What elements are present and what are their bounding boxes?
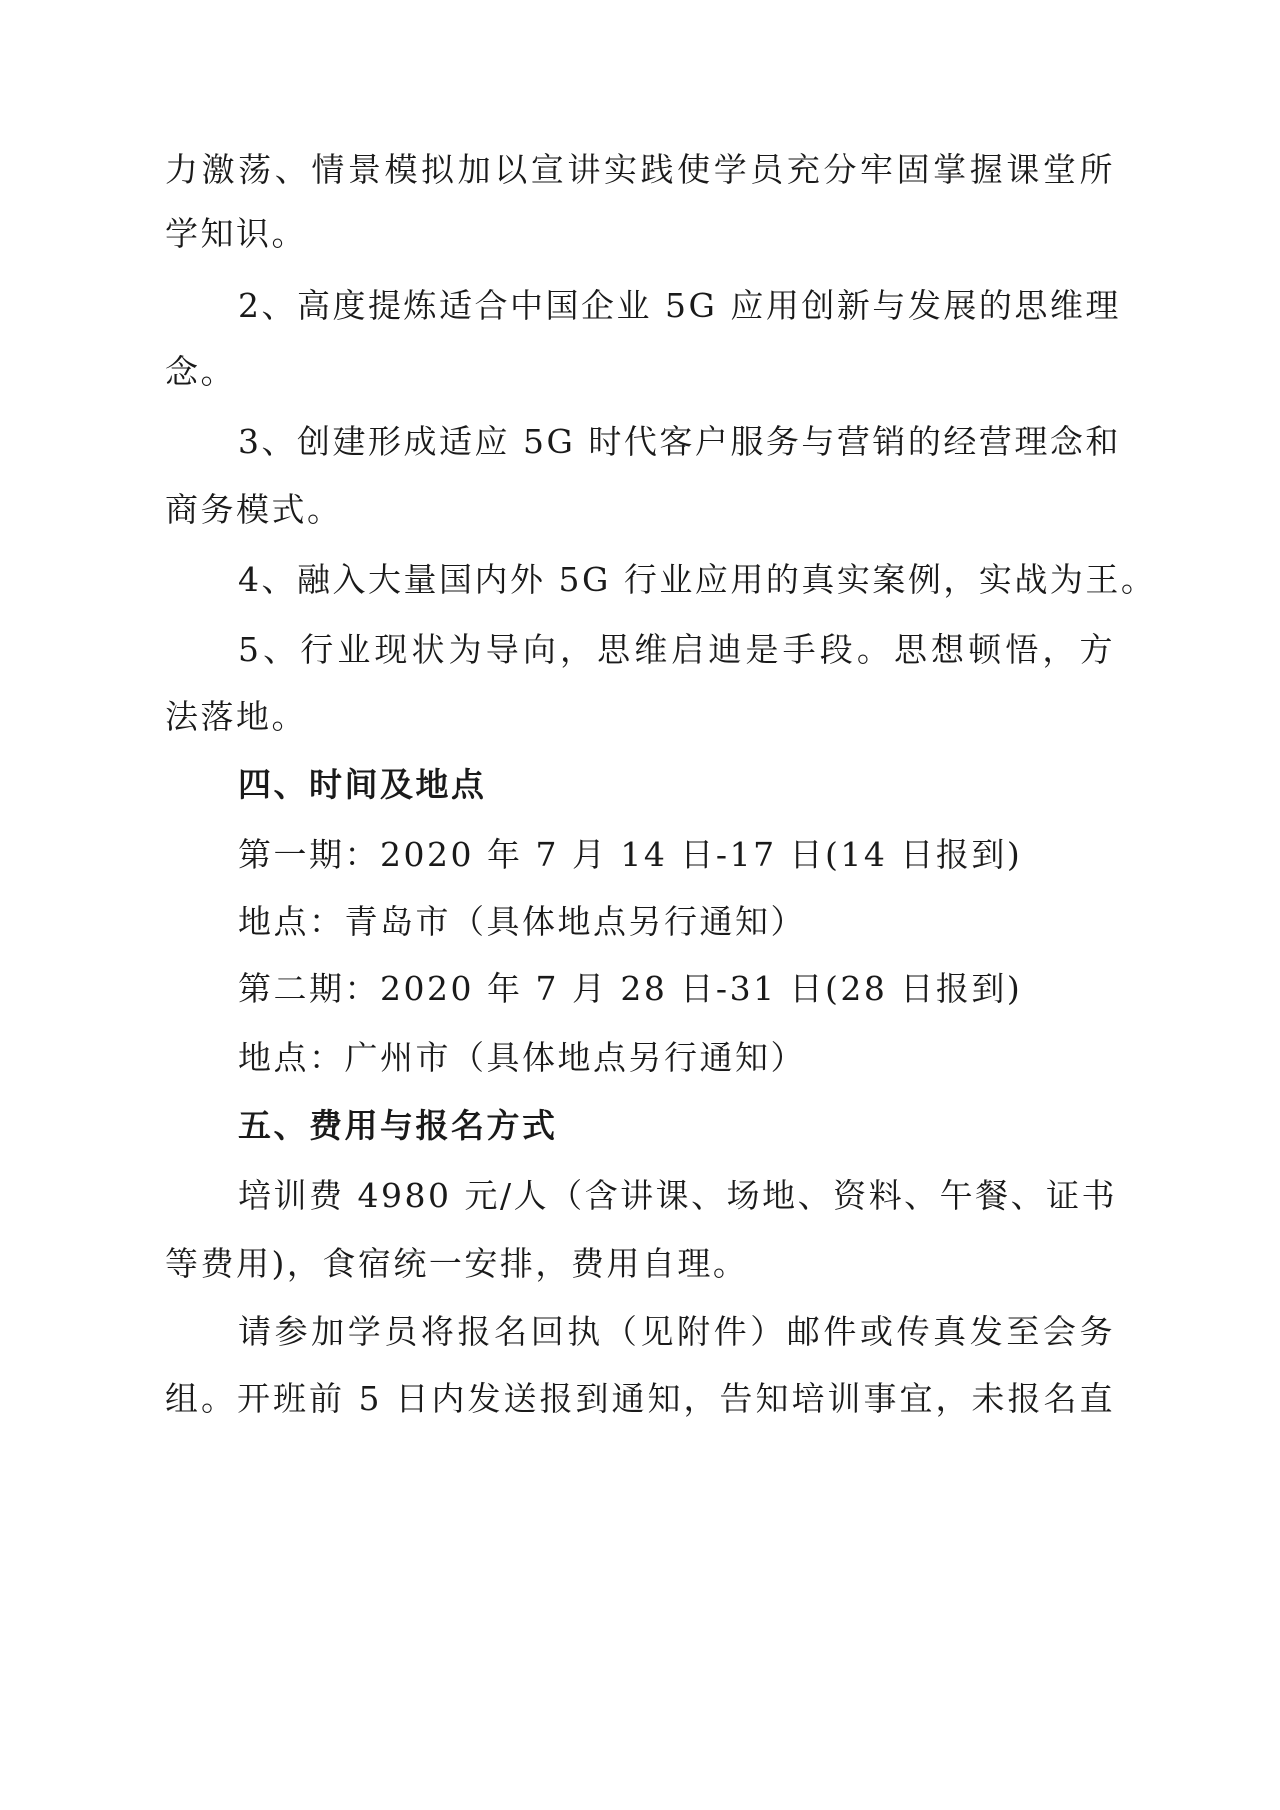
registration-paragraph-line: 组。开班前 5 日内发送报到通知，告知培训事宜，未报名直 xyxy=(165,1379,1115,1418)
list-item-5: 5、行业现状为导向，思维启迪是手段。思想顿悟，方 xyxy=(238,630,1115,669)
list-item-2-continuation: 念。 xyxy=(165,352,236,391)
list-item-4: 4、融入大量国内外 5G 行业应用的真实案例，实战为王。 xyxy=(238,560,1157,599)
list-item-5-continuation: 法落地。 xyxy=(165,697,307,736)
list-item-3-continuation: 商务模式。 xyxy=(165,490,343,529)
list-item-3: 3、创建形成适应 5G 时代客户服务与营销的经营理念和 xyxy=(238,422,1121,461)
session-2-location: 地点：广州市（具体地点另行通知） xyxy=(238,1038,806,1077)
list-item-2: 2、高度提炼适合中国企业 5G 应用创新与发展的思维理 xyxy=(238,286,1121,325)
paragraph-line: 力激荡、情景模拟加以宣讲实践使学员充分牢固掌握课堂所 xyxy=(165,150,1115,189)
session-1-location: 地点：青岛市（具体地点另行通知） xyxy=(238,902,806,941)
session-2-dates: 第二期：2020 年 7 月 28 日-31 日(28 日报到) xyxy=(238,969,1023,1008)
fee-paragraph-line: 等费用)，食宿统一安排，费用自理。 xyxy=(165,1244,749,1283)
session-1-dates: 第一期：2020 年 7 月 14 日-17 日(14 日报到) xyxy=(238,835,1023,874)
fee-paragraph-line: 培训费 4980 元/人（含讲课、场地、资料、午餐、证书 xyxy=(238,1176,1118,1215)
section-heading-fees-registration: 五、费用与报名方式 xyxy=(238,1106,558,1145)
section-heading-time-location: 四、时间及地点 xyxy=(238,765,487,804)
registration-paragraph-line: 请参加学员将报名回执（见附件）邮件或传真发至会务 xyxy=(238,1312,1115,1351)
paragraph-line: 学知识。 xyxy=(165,214,307,253)
